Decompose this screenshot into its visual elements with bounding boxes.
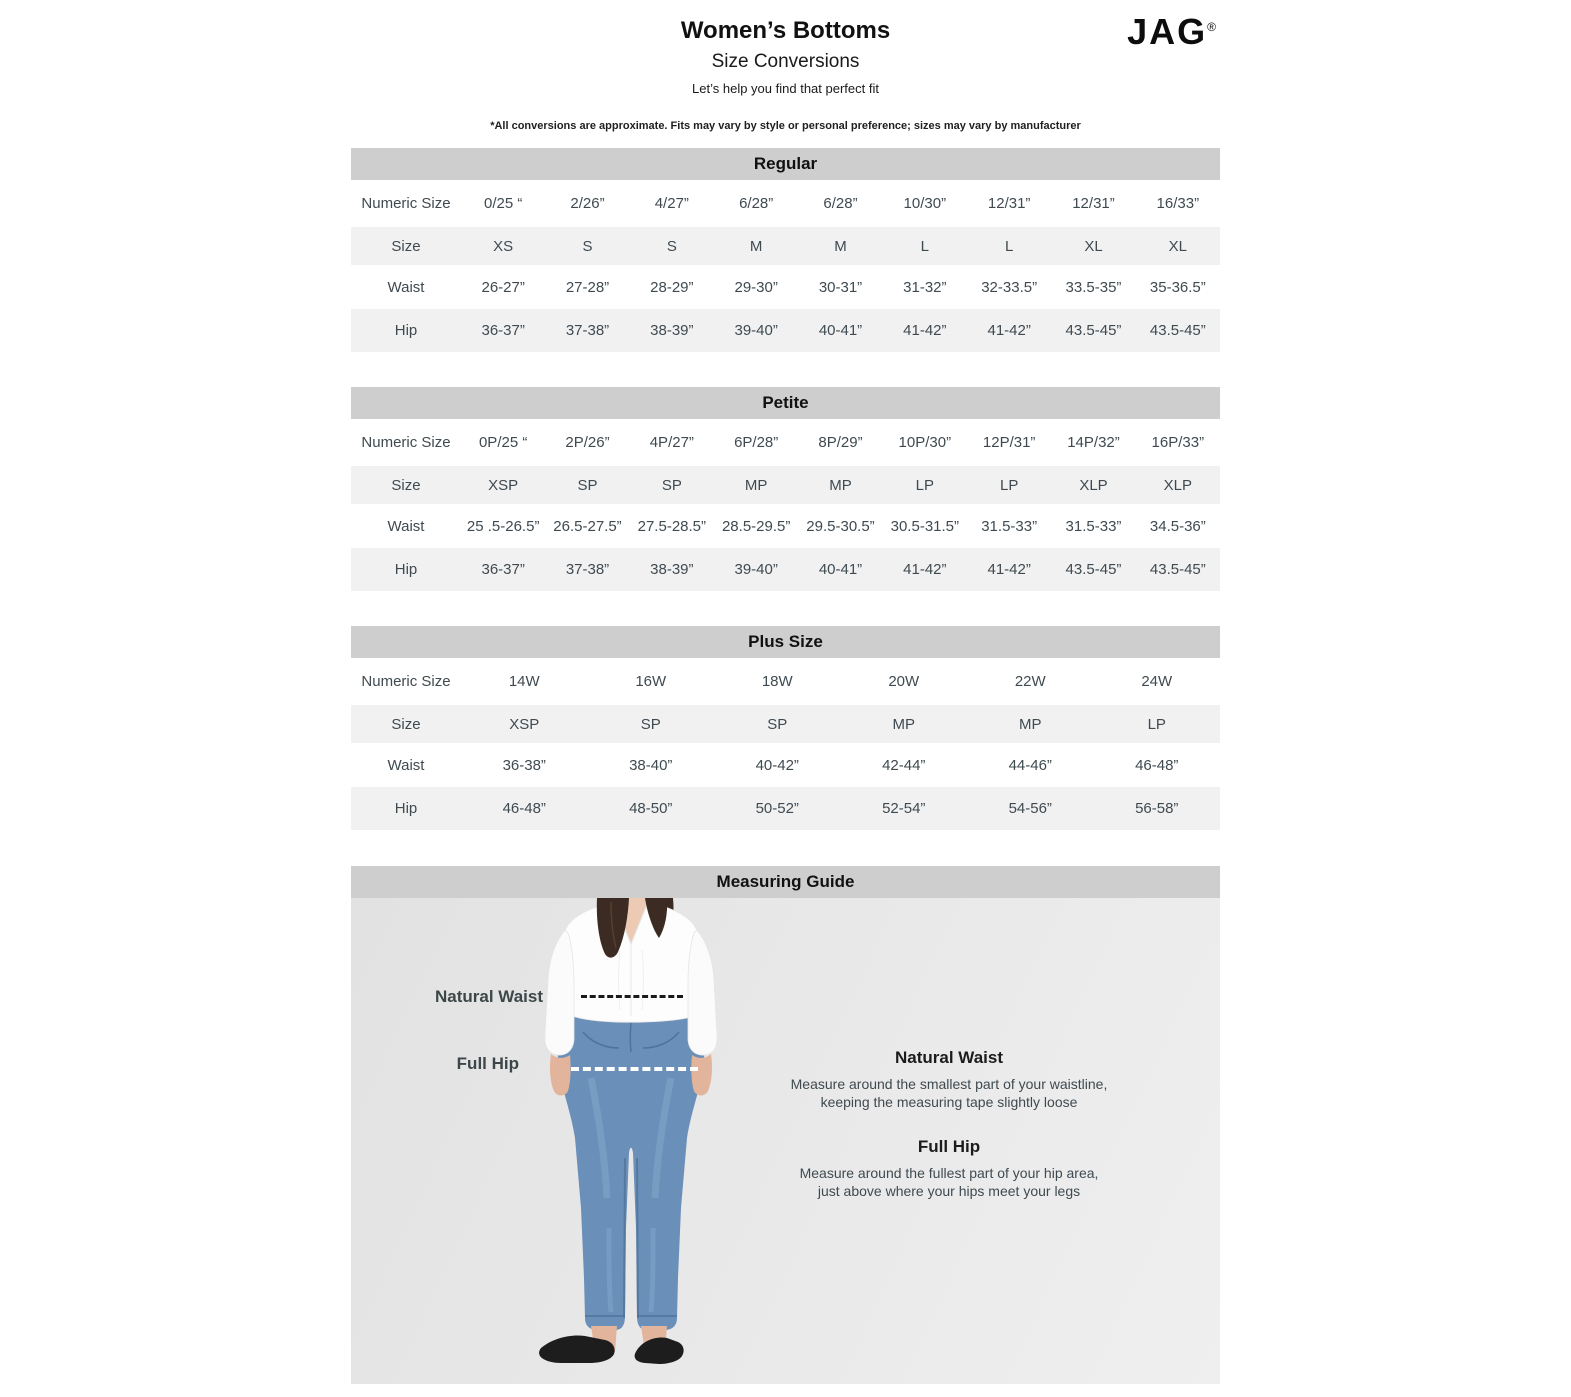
table-cell: 31.5-33” [981,517,1038,535]
table-cell: 20W [888,673,920,690]
table-cell: L [1004,237,1014,255]
size-table-section-regular [351,148,1220,352]
table-cell: 14P/32” [1067,434,1120,451]
table-cell: 43.5-45” [1149,561,1206,578]
registered-mark: ® [1207,20,1216,34]
table-cell: MP [892,715,915,733]
table-cell: 18W [761,673,793,690]
row-label: Size [391,715,421,733]
page-subtitle: Size Conversions [711,51,860,72]
natural-waist-line [581,995,683,998]
full-hip-description: Measure around the fullest part of your hip area, just above where your hips meet your legs [799,1165,1099,1199]
table-row [351,227,1220,265]
table-cell: 40-41” [818,322,863,339]
table-cell: LP [915,476,934,494]
table-cell: 41-42” [903,322,947,339]
table-cell: 43.5-45” [1149,322,1206,339]
table-cell: SP [767,715,788,733]
table-cell: XL [1168,237,1187,255]
table-cell: 44-46” [1008,756,1052,774]
table-cell: XLP [1163,476,1192,494]
table-row [351,548,1220,591]
size-table-section-plus [351,626,1220,830]
table-cell: 27.5-28.5” [637,517,707,535]
measuring-guide-section [351,866,1220,1384]
row-label: Waist [387,517,425,535]
table-cell: 42-44” [882,756,926,774]
jag-logo [1127,8,1216,51]
model-photo [521,898,741,1384]
row-label: Waist [387,278,425,296]
row-label: Numeric Size [361,673,451,690]
table-cell: 36-37” [481,561,525,578]
table-cell: SP [661,476,682,494]
table-title-plus-size: Plus Size [351,626,1220,658]
table-cell: 54-56” [1008,800,1052,817]
row-label: Waist [387,756,425,774]
table-cell: 2/26” [570,195,605,212]
table-cell: MP [1019,715,1042,733]
full-hip-line [571,1067,698,1071]
table-cell: SP [577,476,598,494]
table-cell: 10/30” [903,195,947,212]
row-label: Hip [394,561,418,578]
row-label: Hip [394,800,418,817]
row-label: Size [391,237,421,255]
table-cell: 37-38” [565,561,610,578]
table-cell: 24W [1141,673,1173,690]
table-cell: 40-42” [755,756,799,774]
table-cell: 14W [508,673,540,690]
table-cell: 10P/30” [898,434,952,451]
table-cell: M [749,237,763,255]
table-cell: 16W [635,673,667,690]
table-title-petite: Petite [351,387,1220,419]
table-cell: 48-50” [629,800,673,817]
table-cell: XLP [1079,476,1108,494]
table-cell: XS [493,237,514,255]
table-cell: 8P/29” [818,434,863,451]
row-label: Hip [394,322,418,339]
table-cell: 30.5-31.5” [890,517,960,535]
table-cell: 50-52” [755,800,799,817]
jag-logo-text: JAG [1127,11,1208,52]
table-cell: 12/31” [987,195,1031,212]
full-hip-heading: Full Hip [917,1137,981,1156]
natural-waist-label: Natural Waist [434,987,543,1006]
table-cell: 6/28” [823,195,858,212]
table-cell: 0/25 “ [483,195,523,212]
table-cell: XSP [488,476,519,494]
table-cell: 46-48” [502,800,546,817]
table-cell: 26.5-27.5” [553,517,622,535]
table-cell: 25 .5-26.5” [466,517,540,535]
table-cell: 22W [1014,673,1046,690]
disclaimer-text: *All conversions are approximate. Fits may vary by style or personal preference; sizes may vary by manufacturer [490,120,1081,132]
size-table-section-petite [351,387,1220,591]
table-cell: MP [744,476,768,494]
row-label: Numeric Size [361,195,451,212]
table-cell: L [920,237,929,255]
table-cell: 39-40” [734,322,778,339]
table-row [351,309,1220,352]
table-cell: 6/28” [739,195,774,212]
table-row [351,466,1220,504]
table-cell: 4P/27” [649,434,694,451]
table-cell: 43.5-45” [1065,561,1122,578]
table-cell: 40-41” [818,561,863,578]
table-cell: S [582,237,593,255]
size-table-petite [351,419,1220,591]
table-title-regular: Regular [351,148,1220,180]
table-cell: 2P/26” [565,434,610,451]
table-cell: 31-32” [903,278,947,296]
table-cell: 31.5-33” [1065,517,1122,535]
table-cell: 46-48” [1135,756,1179,774]
table-cell: 37-38” [565,322,610,339]
table-row [351,658,1220,705]
table-row [351,265,1220,309]
table-cell: 36-37” [481,322,525,339]
natural-waist-heading: Natural Waist [894,1048,1003,1067]
table-cell: 29-30” [734,278,778,296]
measuring-guide-title: Measuring Guide [351,866,1220,898]
measuring-guide-body [351,898,1220,1384]
table-cell: 38-40” [629,756,673,774]
table-cell: 33.5-35” [1065,278,1122,296]
table-cell: 6P/28” [734,434,779,451]
natural-waist-description: Measure around the smallest part of your waistline, keeping the measuring tape slightly loose [790,1076,1108,1110]
table-row [351,705,1220,743]
table-cell: 38-39” [650,322,694,339]
page-title: Women’s Bottoms [680,17,891,44]
table-cell: SP [640,715,661,733]
measuring-instructions [789,1047,1109,1200]
table-cell: XL [1084,237,1103,255]
table-row [351,180,1220,227]
table-cell: S [666,237,677,255]
table-cell: 41-42” [903,561,947,578]
size-table-regular [351,180,1220,352]
table-cell: MP [829,476,852,494]
table-cell: 28-29” [650,278,694,296]
table-cell: 43.5-45” [1065,322,1122,339]
table-cell: M [834,237,847,255]
table-cell: LP [999,476,1019,494]
table-cell: 28.5-29.5” [721,517,791,535]
table-cell: 29.5-30.5” [806,517,875,535]
page-header [351,0,1220,133]
tagline: Let’s help you find that perfect fit [692,81,879,96]
table-cell: 32-33.5” [981,278,1038,296]
table-cell: 36-38” [502,756,546,774]
size-guide-page [351,0,1220,1384]
row-label: Numeric Size [361,434,451,451]
row-label: Size [391,476,421,494]
table-cell: 35-36.5” [1149,278,1206,296]
table-cell: 52-54” [882,800,926,817]
table-row [351,419,1220,466]
table-cell: 34.5-36” [1149,517,1206,535]
table-cell: 41-42” [987,561,1031,578]
table-cell: 30-31” [818,278,863,296]
table-cell: 27-28” [565,278,610,296]
table-cell: 38-39” [650,561,694,578]
table-cell: XSP [509,715,540,733]
table-row [351,743,1220,787]
table-row [351,504,1220,548]
table-cell: 12/31” [1072,195,1115,212]
full-hip-label: Full Hip [456,1054,519,1073]
table-cell: 12P/31” [982,434,1036,451]
table-cell: 26-27” [481,278,525,296]
table-cell: 0P/25 “ [478,434,528,451]
table-cell: 56-58” [1135,800,1179,817]
table-cell: 39-40” [734,561,778,578]
table-row [351,787,1220,830]
table-cell: 41-42” [987,322,1031,339]
table-cell: 16P/33” [1151,434,1205,451]
size-table-plus-size [351,658,1220,830]
table-cell: 16/33” [1156,195,1200,212]
table-cell: LP [1147,715,1166,733]
table-cell: 4/27” [654,195,689,212]
